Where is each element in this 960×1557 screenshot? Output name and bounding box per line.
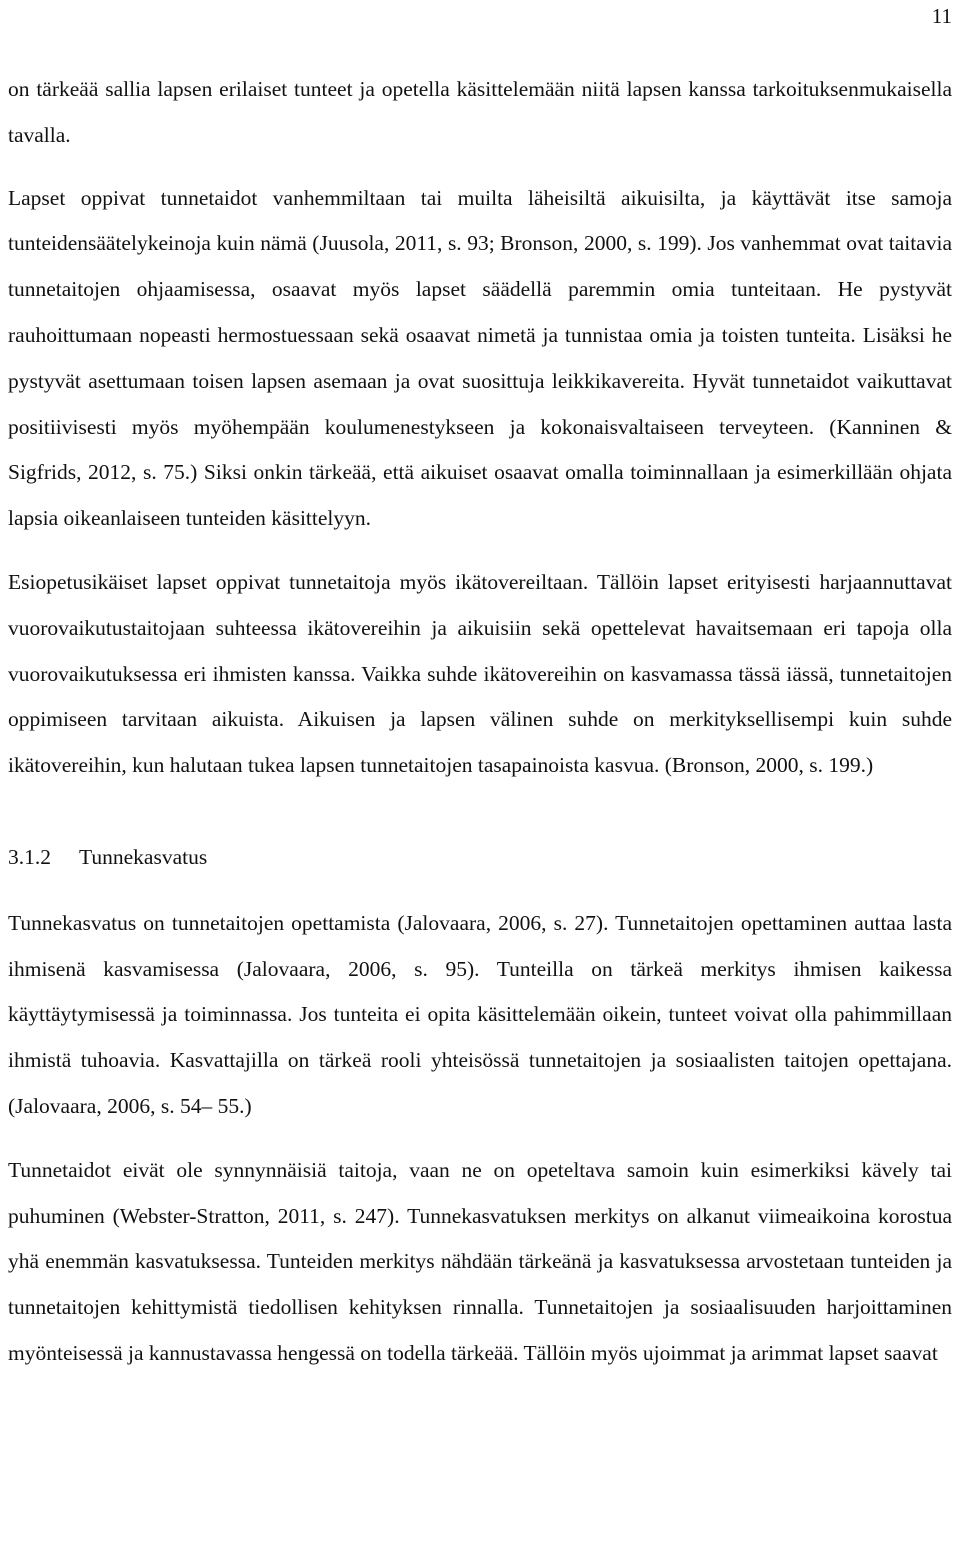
paragraph-emotional-education-definition: Tunnekasvatus on tunnetaitojen opettamista (Jalovaara, 2006, s. 27). Tunnetaitojen opettaminen auttaa lasta ihmisenä kasvamisessa (Jalovaara, 2006, s. 95). Tunteilla on tärkeä merkitys ihmisen kaikessa käyttäytymisessä ja toiminnassa. Jos tunteita ei opita käsittelemään oikein, tunteet voivat olla pahimmillaan ihmistä tuhoavia. Kasvattajilla on tärkeä rooli yhteisössä tunnetaitojen ja sosiaalisten taitojen opettajana. (Jalovaara, 2006, s. 54– 55.) — [8, 910, 952, 1118]
page-number: 11 — [931, 4, 952, 28]
paragraph-parents-emotional-skills: Lapset oppivat tunnetaidot vanhemmiltaan tai muilta läheisiltä aikuisilta, ja käyttävät itse samoja tunteidensäätelykeinoja kuin nämä (Juusola, 2011, s. 93; Bronson, 2000, s. 199). Jos vanhemmat ovat taitavia tunnetaitojen ohjaamisessa, osaavat myös lapset säädellä paremmin omia tunteitaan. He pystyvät rauhoittumaan nopeasti hermostuessaan sekä osaavat nimetä ja tunnistaa omia ja toisten tunteita. Lisäksi he pystyvät asettumaan toisen lapsen asemaan ja ovat suosittuja leikkikavereita. Hyvät tunnetaidot vaikuttavat positiivisesti myös myöhempään koulumenestykseen ja kokonaisvaltaiseen terveyteen. (Kanninen & Sigfrids, 2012, s. 75.) Siksi onkin tärkeää, että aikuiset osaavat omalla toiminnallaan ja esimerkillään ohjata lapsia oikeanlaiseen tunteiden käsittelyyn. — [8, 185, 952, 531]
section-title: Tunnekasvatus — [79, 844, 208, 869]
section-heading — [8, 835, 952, 881]
paragraph-emotional-skills-learned: Tunnetaidot eivät ole synnynnäisiä taitoja, vaan ne on opeteltava samoin kuin esimerkiksi kävely tai puhuminen (Webster-Stratton, 2011, s. 247). Tunnekasvatuksen merkitys on alkanut viimeaikoina korostua yhä enemmän kasvatuksessa. Tunteiden merkitys nähdään tärkeänä ja kasvatuksessa arvostetaan tunteiden ja tunnetaitojen kehittymistä tiedollisen kehityksen rinnalla. Tunnetaitojen ja sosiaalisuuden harjoittaminen myönteisessä ja kannustavassa hengessä on todella tärkeää. Tällöin myös ujoimmat ja arimmat lapset saavat — [8, 1157, 952, 1365]
paragraph-preschool-peers: Esiopetusikäiset lapset oppivat tunnetaitoja myös ikätovereiltaan. Tällöin lapset erityisesti harjaannuttavat vuorovaikutustaitojaan suhteessa ikätovereihin ja aikuisiin sekä opettelevat havaitsemaan eri tapoja olla vuorovaikutuksessa eri ihmisten kanssa. Vaikka suhde ikätovereihin on kasvamassa tässä iässä, tunnetaitojen oppimiseen tarvitaan aikuista. Aikuisen ja lapsen välinen suhde on merkityksellisempi kuin suhde ikätovereihin, kun halutaan tukea lapsen tunnetaitojen tasapainoista kasvua. (Bronson, 2000, s. 199.) — [8, 569, 952, 778]
section-number: 3.1.2 — [8, 844, 51, 869]
paragraph-emotions-handling: on tärkeää sallia lapsen erilaiset tunteet ja opetella käsittelemään niitä lapsen kanssa tarkoituksenmukaisella tavalla. — [8, 77, 952, 147]
document-body — [8, 67, 952, 1377]
